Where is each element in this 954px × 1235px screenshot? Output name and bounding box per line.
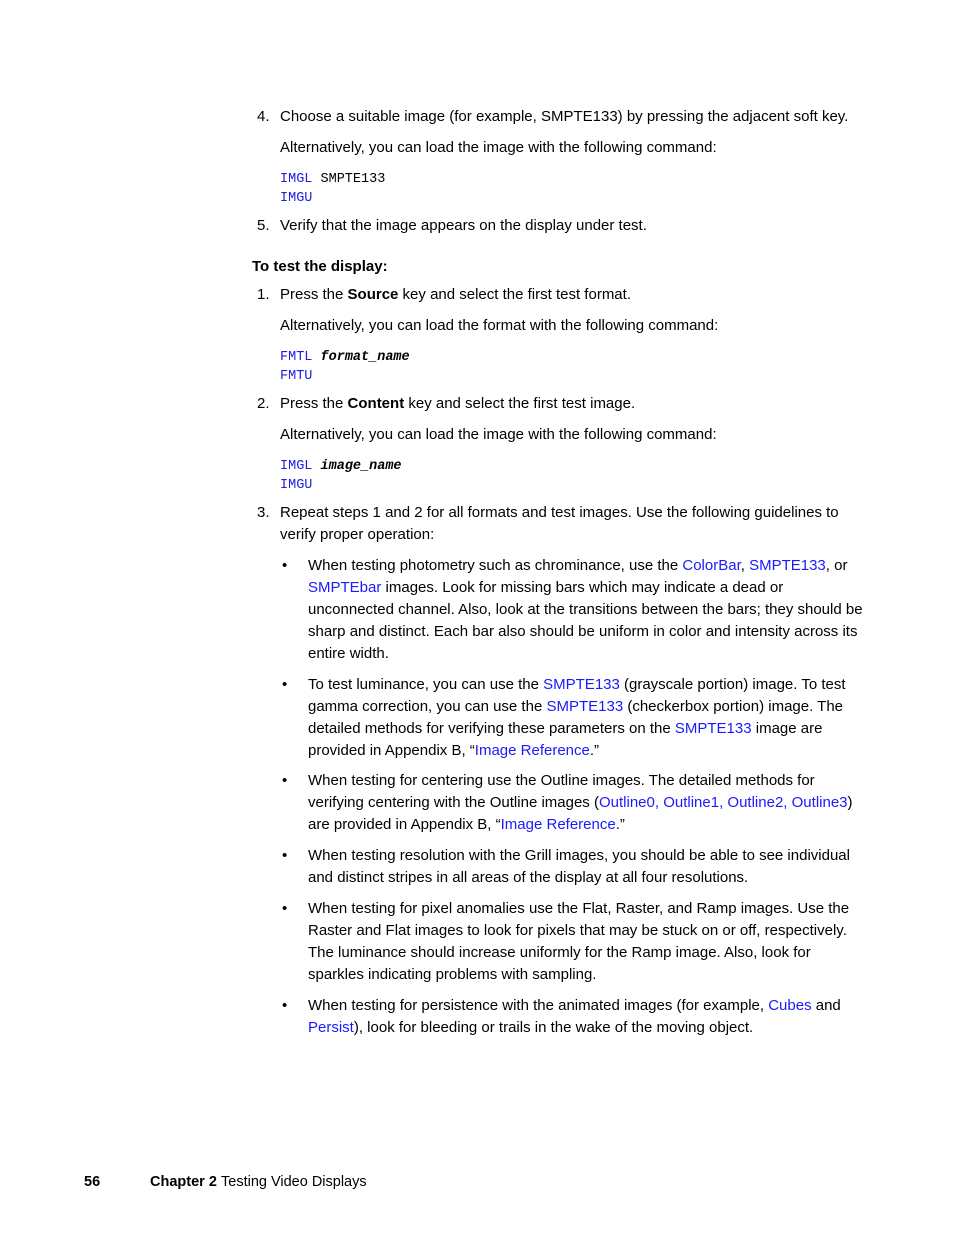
alternative-note: Alternatively, you can load the image with the following command: <box>280 139 717 156</box>
guideline-pixel-anomalies: When testing for pixel anomalies use the Flat, Raster, and Ramp images. Use the Raster and Flat images to look for pixels that may be stuck on or off, respectively. The luminance should increase uniformly for the Ramp image. Also, look for sparkles indicating problems with sampling. <box>308 900 850 983</box>
link-smpte133[interactable]: SMPTE133 <box>674 720 752 737</box>
guideline-resolution: When testing resolution with the Grill images, you should be able to see individual and distinct stripes in all areas of the display at all four resolutions. <box>308 847 850 886</box>
code-line <box>280 348 410 367</box>
link-smpte133[interactable]: SMPTE133 <box>546 698 624 715</box>
link-smptebar[interactable]: SMPTEbar <box>308 579 382 596</box>
link-outline2[interactable]: Outline2 <box>727 794 784 811</box>
chapter-title: Testing Video Displays <box>221 1174 367 1190</box>
section-heading: To test the display: <box>252 258 388 275</box>
link-outline1[interactable]: Outline1 <box>663 794 720 811</box>
guideline-persistence: When testing for persistence with the animated images (for example, Cubes and Persist), look for bleeding or trails in the wake of the moving object. <box>308 997 841 1036</box>
link-image-reference[interactable]: Image Reference <box>474 742 590 759</box>
alternative-note: Alternatively, you can load the image with the following command: <box>280 426 717 443</box>
link-image-reference[interactable]: Image Reference <box>500 816 616 833</box>
step-text: Press the Source key and select the first test format. <box>280 286 631 303</box>
link-smpte133[interactable]: SMPTE133 <box>543 676 620 693</box>
code-argument: image_name <box>320 459 402 474</box>
step-number: 2. <box>257 395 270 412</box>
chapter-label: Chapter 2 <box>150 1174 217 1190</box>
bullet-marker: • <box>282 997 288 1014</box>
link-colorbar[interactable]: ColorBar <box>682 557 741 574</box>
guideline-photometry: When testing photometry such as chrominance, use the ColorBar, SMPTE133, or SMPTEbar images. Look for missing bars which may indicate a dead or unconnected channel. Also, look at the transitions between the bars; they should be sharp and distinct. Each bar also should be uniform in color and intensity across its entire width. <box>308 557 863 662</box>
code-keyword: IMGL <box>280 459 313 474</box>
page-number: 56 <box>84 1174 101 1190</box>
code-line <box>280 476 312 495</box>
step-number: 4. <box>257 108 270 125</box>
bullet-marker: • <box>282 557 288 574</box>
step-text: Verify that the image appears on the display under test. <box>280 217 647 234</box>
code-keyword: FMTU <box>280 369 313 384</box>
bullet-marker: • <box>282 900 288 917</box>
step-text: Choose a suitable image (for example, SMPTE133) by pressing the adjacent soft key. <box>280 108 849 125</box>
alternative-note: Alternatively, you can load the format with the following command: <box>280 317 719 334</box>
code-line <box>280 367 312 386</box>
code-keyword: FMTL <box>280 350 313 365</box>
step-text: Press the Content key and select the first test image. <box>280 395 636 412</box>
guideline-luminance: To test luminance, you can use the SMPTE133 (grayscale portion) image. To test gamma correction, you can use the SMPTE133 (checkerbox portion) image. The detailed methods for verifying these parameters on the SMPTE133 image are provided in Appendix B, “Image Reference.” <box>308 676 846 759</box>
step-number: 5. <box>257 217 270 234</box>
step-number: 3. <box>257 504 270 521</box>
key-name: Source <box>347 286 399 303</box>
code-line <box>280 189 312 208</box>
step-text: Repeat steps 1 and 2 for all formats and test images. Use the following guidelines to <box>280 504 839 521</box>
code-line <box>280 170 385 189</box>
bullet-marker: • <box>282 772 288 789</box>
link-outline3[interactable]: Outline3 <box>791 794 848 811</box>
code-line <box>280 457 402 476</box>
code-argument: SMPTE133 <box>312 172 386 187</box>
link-cubes[interactable]: Cubes <box>768 997 812 1014</box>
link-smpte133[interactable]: SMPTE133 <box>749 557 826 574</box>
code-keyword: IMGU <box>280 191 313 206</box>
bullet-marker: • <box>282 847 288 864</box>
code-keyword: IMGU <box>280 478 313 493</box>
key-name: Content <box>347 395 405 412</box>
code-keyword: IMGL <box>280 172 313 187</box>
guideline-centering: When testing for centering use the Outline images. The detailed methods for verifying centering with the Outline images (Outline0, Outline1, Outline2, Outline3) are provided in Appendix B, “Image Reference.” <box>308 772 853 833</box>
link-persist[interactable]: Persist <box>308 1019 354 1036</box>
bullet-marker: • <box>282 676 288 693</box>
link-outline0[interactable]: Outline0 <box>598 794 655 811</box>
code-argument: format_name <box>320 350 410 365</box>
step-number: 1. <box>257 286 270 303</box>
step-text-continued: verify proper operation: <box>280 526 435 543</box>
